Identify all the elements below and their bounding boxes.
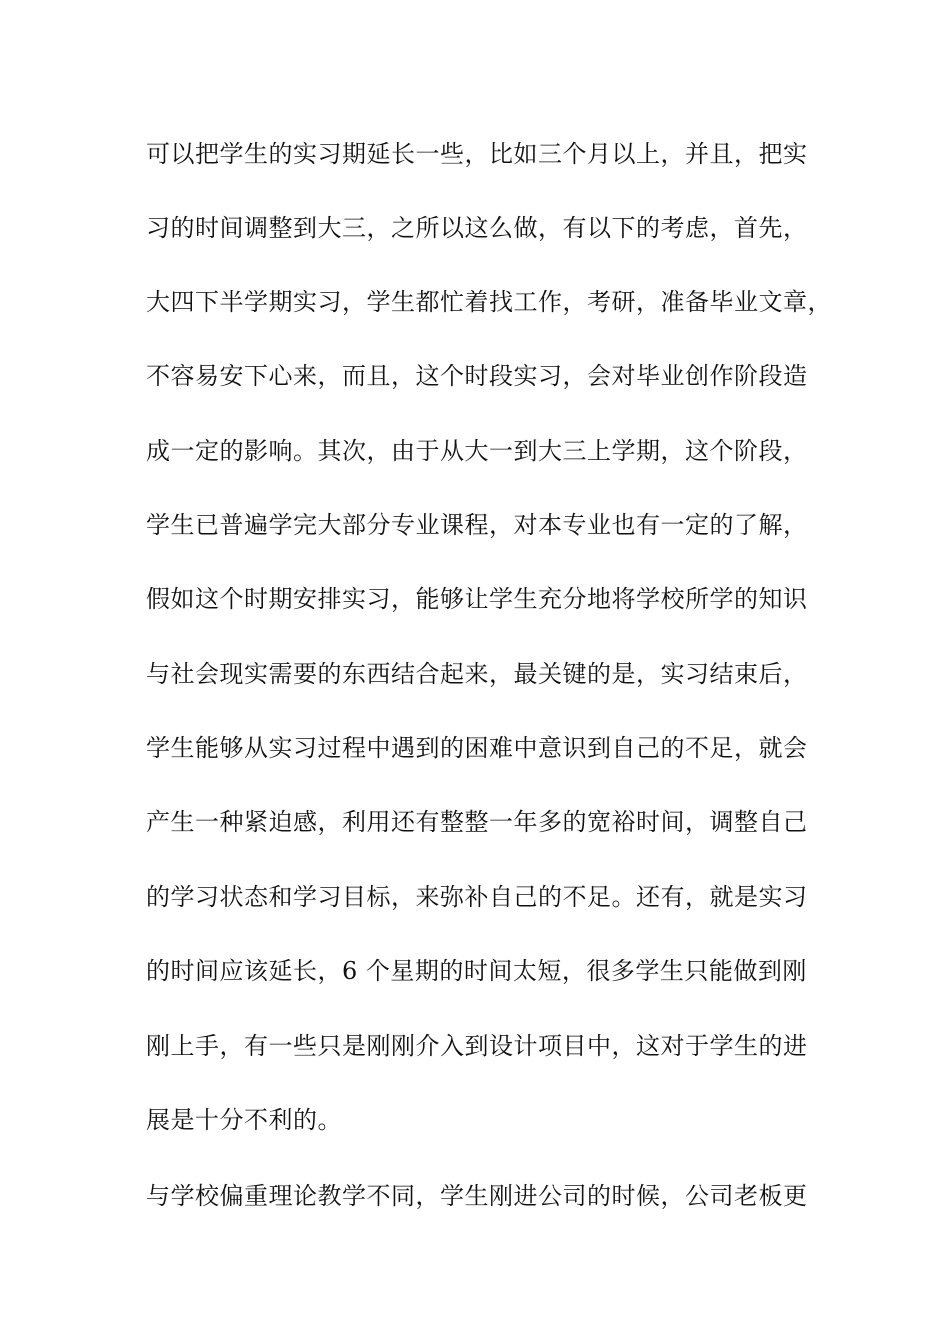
paragraph-line: 可以把学生的实习期延长一些，比如三个月以上，并且，把实	[146, 140, 808, 168]
paragraph-line: 假如这个时期安排实习，能够让学生充分地将学校所学的知识	[146, 585, 808, 613]
paragraph-line: 与社会现实需要的东西结合起来，最关键的是，实习结束后，	[146, 660, 808, 688]
paragraph-line: 学生能够从实习过程中遇到的困难中意识到自己的不足，就会	[146, 734, 808, 762]
paragraph-line: 习的时间调整到大三，之所以这么做，有以下的考虑，首先，	[146, 214, 808, 242]
paragraph-line: 不容易安下心来，而且，这个时段实习，会对毕业创作阶段造	[146, 362, 808, 390]
paragraph-line: 的时间应该延长，6 个星期的时间太短，很多学生只能做到刚	[146, 957, 807, 985]
paragraph-line: 大四下半学期实习，学生都忙着找工作，考研，准备毕业文章，	[146, 288, 832, 316]
paragraph-line: 学生已普遍学完大部分专业课程，对本专业也有一定的了解，	[146, 511, 808, 539]
paragraph-line: 的学习状态和学习目标，来弥补自己的不足。还有，就是实习	[146, 883, 808, 911]
paragraph-line: 刚上手，有一些只是刚刚介入到设计项目中，这对于学生的进	[146, 1032, 808, 1060]
paragraph-line: 成一定的影响。其次，由于从大一到大三上学期，这个阶段，	[146, 437, 808, 465]
paragraph-line: 与学校偏重理论教学不同，学生刚进公司的时候，公司老板更	[146, 1182, 808, 1210]
paragraph-line: 展是十分不利的。	[146, 1106, 342, 1134]
paragraph-line: 产生一种紧迫感，利用还有整整一年多的宽裕时间，调整自己	[146, 808, 808, 836]
